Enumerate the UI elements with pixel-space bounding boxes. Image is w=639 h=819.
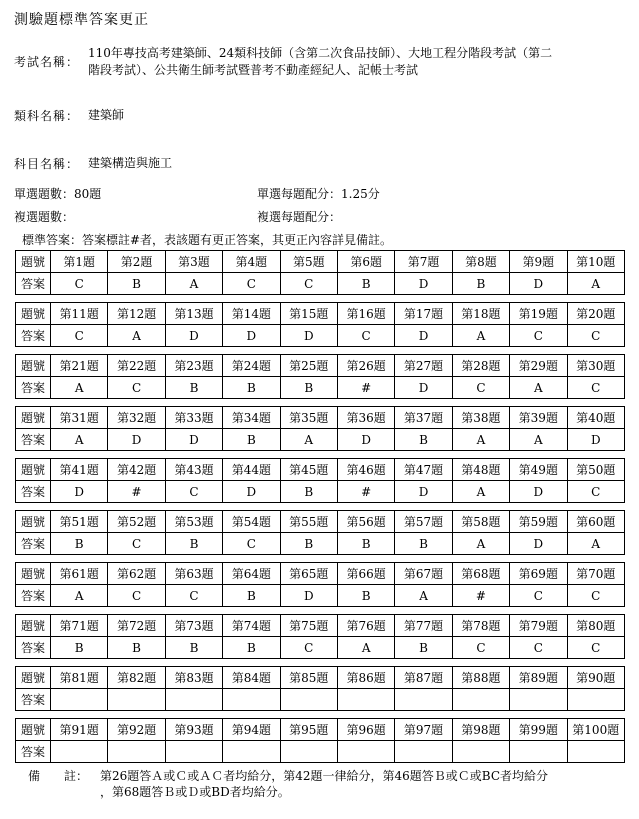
question-number-cell: 第30題 xyxy=(567,355,624,377)
question-number-cell: 第62題 xyxy=(108,563,165,585)
question-number-row xyxy=(16,459,625,481)
question-number-cell: 第10題 xyxy=(567,251,624,273)
answer-cell: A xyxy=(510,429,567,451)
question-number-cell: 第25題 xyxy=(280,355,337,377)
question-number-cell: 第98題 xyxy=(452,719,509,741)
answer-table xyxy=(15,510,625,555)
answer-cell: D xyxy=(51,481,108,503)
question-number-cell: 第7題 xyxy=(395,251,452,273)
answer-cell xyxy=(223,689,280,711)
question-number-cell: 第67題 xyxy=(395,563,452,585)
answer-cell: B xyxy=(223,377,280,399)
answer-cell: A xyxy=(280,429,337,451)
question-number-cell: 第50題 xyxy=(567,459,624,481)
question-row-header: 題號 xyxy=(16,251,51,273)
answer-cell: C xyxy=(51,273,108,295)
answer-cell: C xyxy=(108,377,165,399)
question-number-cell: 第16題 xyxy=(337,303,394,325)
question-number-cell: 第52題 xyxy=(108,511,165,533)
remarks-label: 備 註： xyxy=(28,769,89,783)
answer-cell xyxy=(337,689,394,711)
question-number-cell: 第86題 xyxy=(337,667,394,689)
category-value: 建築師 xyxy=(88,108,125,122)
answer-cell: C xyxy=(165,481,222,503)
answer-row xyxy=(16,273,625,295)
answer-row-header: 答案 xyxy=(16,689,51,711)
multi-score: 複選每題配分： xyxy=(257,210,342,224)
answer-row-header: 答案 xyxy=(16,637,51,659)
answer-row xyxy=(16,481,625,503)
answer-cell xyxy=(165,689,222,711)
question-row-header: 題號 xyxy=(16,407,51,429)
answer-cell: A xyxy=(51,377,108,399)
question-number-cell: 第36題 xyxy=(337,407,394,429)
question-row-header: 題號 xyxy=(16,719,51,741)
answer-cell: B xyxy=(280,533,337,555)
answer-cell: D xyxy=(567,429,624,451)
question-number-cell: 第81題 xyxy=(51,667,108,689)
question-number-cell: 第12題 xyxy=(108,303,165,325)
answer-cell: C xyxy=(452,377,509,399)
question-number-cell: 第80題 xyxy=(567,615,624,637)
answer-cell: D xyxy=(510,533,567,555)
answer-row xyxy=(16,637,625,659)
answer-row xyxy=(16,325,625,347)
question-number-cell: 第43題 xyxy=(165,459,222,481)
question-number-row xyxy=(16,667,625,689)
answer-row xyxy=(16,689,625,711)
answer-cell xyxy=(108,741,165,763)
answer-cell xyxy=(223,741,280,763)
answer-cell: C xyxy=(567,637,624,659)
answer-cell xyxy=(165,741,222,763)
answer-cell: D xyxy=(280,325,337,347)
question-row-header: 題號 xyxy=(16,667,51,689)
question-number-cell: 第26題 xyxy=(337,355,394,377)
answer-cell: C xyxy=(51,325,108,347)
question-number-cell: 第74題 xyxy=(223,615,280,637)
answer-cell: A xyxy=(51,429,108,451)
question-number-cell: 第39題 xyxy=(510,407,567,429)
question-number-row xyxy=(16,719,625,741)
question-number-cell: 第48題 xyxy=(452,459,509,481)
question-number-cell: 第47題 xyxy=(395,459,452,481)
answer-cell: # xyxy=(337,481,394,503)
answer-cell: B xyxy=(280,377,337,399)
question-row-header: 題號 xyxy=(16,303,51,325)
answer-cell: C xyxy=(510,585,567,607)
question-number-cell: 第87題 xyxy=(395,667,452,689)
question-number-cell: 第77題 xyxy=(395,615,452,637)
question-number-cell: 第70題 xyxy=(567,563,624,585)
answer-row-header: 答案 xyxy=(16,325,51,347)
question-number-row xyxy=(16,251,625,273)
answer-cell: D xyxy=(165,429,222,451)
question-number-cell: 第21題 xyxy=(51,355,108,377)
question-number-row xyxy=(16,511,625,533)
answer-cell: B xyxy=(395,533,452,555)
question-row-header: 題號 xyxy=(16,459,51,481)
remarks-text xyxy=(100,768,630,800)
question-number-cell: 第22題 xyxy=(108,355,165,377)
question-number-cell: 第40題 xyxy=(567,407,624,429)
answer-cell: B xyxy=(223,637,280,659)
question-number-cell: 第90題 xyxy=(567,667,624,689)
answer-cell: A xyxy=(452,325,509,347)
answer-cell: # xyxy=(337,377,394,399)
question-number-cell: 第83題 xyxy=(165,667,222,689)
question-number-cell: 第88題 xyxy=(452,667,509,689)
answer-cell: C xyxy=(567,481,624,503)
answer-row xyxy=(16,741,625,763)
question-number-cell: 第19題 xyxy=(510,303,567,325)
question-number-cell: 第85題 xyxy=(280,667,337,689)
question-number-cell: 第24題 xyxy=(223,355,280,377)
answer-row xyxy=(16,429,625,451)
question-number-cell: 第79題 xyxy=(510,615,567,637)
answer-row-header: 答案 xyxy=(16,273,51,295)
question-number-cell: 第2題 xyxy=(108,251,165,273)
answer-cell: B xyxy=(51,533,108,555)
question-number-cell: 第78題 xyxy=(452,615,509,637)
answer-cell: D xyxy=(223,325,280,347)
question-number-cell: 第76題 xyxy=(337,615,394,637)
answer-cell: D xyxy=(280,585,337,607)
category-label: 類科名稱： xyxy=(14,109,80,123)
answer-cell: D xyxy=(337,429,394,451)
question-number-cell: 第13題 xyxy=(165,303,222,325)
answer-cell xyxy=(51,741,108,763)
answer-row-header: 答案 xyxy=(16,429,51,451)
answer-cell xyxy=(510,689,567,711)
answer-table xyxy=(15,562,625,607)
question-number-cell: 第1題 xyxy=(51,251,108,273)
answer-cell: D xyxy=(223,481,280,503)
question-number-cell: 第69題 xyxy=(510,563,567,585)
question-number-cell: 第5題 xyxy=(280,251,337,273)
answer-cell: C xyxy=(567,585,624,607)
remarks-line1: 第26題答Ａ或Ｃ或ＡＣ者均給分，第42題一律給分，第46題答Ｂ或Ｃ或BC者均給分 xyxy=(100,769,549,783)
answer-row xyxy=(16,533,625,555)
question-number-cell: 第14題 xyxy=(223,303,280,325)
question-number-cell: 第72題 xyxy=(108,615,165,637)
exam-label: 考試名稱： xyxy=(14,55,80,69)
question-number-row xyxy=(16,303,625,325)
question-number-cell: 第51題 xyxy=(51,511,108,533)
answer-cell xyxy=(108,689,165,711)
answer-table xyxy=(15,302,625,347)
question-number-cell: 第44題 xyxy=(223,459,280,481)
answer-cell: D xyxy=(395,325,452,347)
answer-cell: C xyxy=(510,637,567,659)
answer-cell: A xyxy=(452,481,509,503)
question-number-cell: 第100題 xyxy=(567,719,624,741)
question-number-cell: 第84題 xyxy=(223,667,280,689)
question-number-cell: 第56題 xyxy=(337,511,394,533)
question-number-cell: 第99題 xyxy=(510,719,567,741)
question-number-cell: 第71題 xyxy=(51,615,108,637)
question-number-cell: 第55題 xyxy=(280,511,337,533)
answer-cell: B xyxy=(108,637,165,659)
answer-table xyxy=(15,354,625,399)
question-number-cell: 第8題 xyxy=(452,251,509,273)
question-number-cell: 第63題 xyxy=(165,563,222,585)
question-number-cell: 第38題 xyxy=(452,407,509,429)
answer-cell: B xyxy=(51,637,108,659)
answer-cell: C xyxy=(337,325,394,347)
question-number-cell: 第58題 xyxy=(452,511,509,533)
answer-row-header: 答案 xyxy=(16,741,51,763)
question-number-row xyxy=(16,407,625,429)
question-number-cell: 第18題 xyxy=(452,303,509,325)
exam-name-line1: 110年專技高考建築師、24類科技師（含第二次食品技師）、大地工程分階段考試（第二 xyxy=(88,46,553,60)
question-number-row xyxy=(16,355,625,377)
question-number-cell: 第95題 xyxy=(280,719,337,741)
question-number-cell: 第15題 xyxy=(280,303,337,325)
answer-table xyxy=(15,718,625,763)
question-number-cell: 第4題 xyxy=(223,251,280,273)
question-number-cell: 第45題 xyxy=(280,459,337,481)
answer-cell: B xyxy=(165,533,222,555)
question-number-cell: 第49題 xyxy=(510,459,567,481)
answer-cell: C xyxy=(280,273,337,295)
answer-cell: D xyxy=(395,273,452,295)
question-number-cell: 第92題 xyxy=(108,719,165,741)
question-number-cell: 第29題 xyxy=(510,355,567,377)
question-number-cell: 第53題 xyxy=(165,511,222,533)
question-number-cell: 第28題 xyxy=(452,355,509,377)
answer-cell: B xyxy=(337,585,394,607)
answer-cell: A xyxy=(165,273,222,295)
answer-cell: D xyxy=(395,377,452,399)
question-number-cell: 第3題 xyxy=(165,251,222,273)
answer-cell: A xyxy=(395,585,452,607)
answer-cell: B xyxy=(165,377,222,399)
question-number-cell: 第73題 xyxy=(165,615,222,637)
question-number-cell: 第11題 xyxy=(51,303,108,325)
question-number-cell: 第91題 xyxy=(51,719,108,741)
answer-cell xyxy=(567,689,624,711)
multi-count: 複選題數： xyxy=(14,210,75,224)
question-number-cell: 第68題 xyxy=(452,563,509,585)
question-number-cell: 第66題 xyxy=(337,563,394,585)
answer-row xyxy=(16,377,625,399)
question-number-cell: 第59題 xyxy=(510,511,567,533)
question-number-cell: 第89題 xyxy=(510,667,567,689)
question-row-header: 題號 xyxy=(16,563,51,585)
question-number-cell: 第97題 xyxy=(395,719,452,741)
question-number-cell: 第64題 xyxy=(223,563,280,585)
remarks-line2: ，第68題答Ｂ或Ｄ或BD者均給分。 xyxy=(100,785,290,799)
answer-table xyxy=(15,250,625,295)
question-number-cell: 第20題 xyxy=(567,303,624,325)
answer-cell: D xyxy=(108,429,165,451)
question-number-cell: 第93題 xyxy=(165,719,222,741)
answer-cell: C xyxy=(223,533,280,555)
answer-row xyxy=(16,585,625,607)
answer-cell: C xyxy=(510,325,567,347)
single-score: 單選每題配分：1.25分 xyxy=(257,187,380,201)
answer-row-header: 答案 xyxy=(16,377,51,399)
answer-table xyxy=(15,666,625,711)
answer-cell: A xyxy=(567,533,624,555)
answer-cell: C xyxy=(452,637,509,659)
subject-label: 科目名稱： xyxy=(14,157,80,171)
answer-cell: D xyxy=(395,481,452,503)
answer-cell: C xyxy=(223,273,280,295)
question-number-cell: 第42題 xyxy=(108,459,165,481)
question-number-cell: 第94題 xyxy=(223,719,280,741)
answer-row-header: 答案 xyxy=(16,585,51,607)
answer-cell: A xyxy=(452,429,509,451)
page-title: 測驗題標準答案更正 xyxy=(14,12,149,28)
answer-cell: B xyxy=(395,429,452,451)
answer-cell: C xyxy=(280,637,337,659)
question-row-header: 題號 xyxy=(16,615,51,637)
answer-cell: C xyxy=(108,533,165,555)
question-number-cell: 第75題 xyxy=(280,615,337,637)
answer-cell: D xyxy=(510,273,567,295)
answer-cell xyxy=(280,741,337,763)
answer-cell xyxy=(395,689,452,711)
answer-cell xyxy=(567,741,624,763)
answer-cell: # xyxy=(452,585,509,607)
subject-value: 建築構造與施工 xyxy=(88,156,173,170)
question-number-cell: 第6題 xyxy=(337,251,394,273)
question-number-cell: 第34題 xyxy=(223,407,280,429)
exam-name xyxy=(88,45,628,79)
question-number-cell: 第33題 xyxy=(165,407,222,429)
question-number-cell: 第32題 xyxy=(108,407,165,429)
answer-cell: B xyxy=(452,273,509,295)
answer-row-header: 答案 xyxy=(16,481,51,503)
question-number-cell: 第37題 xyxy=(395,407,452,429)
standard-answer-note: 標準答案：答案標註#者，表該題有更正答案，其更正內容詳見備註。 xyxy=(22,233,393,247)
answer-cell: B xyxy=(395,637,452,659)
question-number-cell: 第35題 xyxy=(280,407,337,429)
answer-cell: A xyxy=(51,585,108,607)
exam-name-line2: 階段考試）、公共衛生師考試暨普考不動產經紀人、記帳士考試 xyxy=(88,63,419,77)
answer-cell: C xyxy=(165,585,222,607)
answer-cell: C xyxy=(108,585,165,607)
answer-cell: B xyxy=(223,429,280,451)
question-number-cell: 第9題 xyxy=(510,251,567,273)
single-count: 單選題數：80題 xyxy=(14,187,102,201)
answer-table xyxy=(15,458,625,503)
answer-cell: B xyxy=(165,637,222,659)
answer-cell: A xyxy=(510,377,567,399)
answer-table xyxy=(15,614,625,659)
answer-cell: B xyxy=(280,481,337,503)
answer-cell xyxy=(337,741,394,763)
question-number-cell: 第61題 xyxy=(51,563,108,585)
question-number-cell: 第82題 xyxy=(108,667,165,689)
answer-cell xyxy=(51,689,108,711)
answer-cell xyxy=(395,741,452,763)
answer-cell: C xyxy=(567,325,624,347)
question-number-cell: 第96題 xyxy=(337,719,394,741)
question-number-cell: 第57題 xyxy=(395,511,452,533)
question-number-row xyxy=(16,563,625,585)
answer-cell: A xyxy=(337,637,394,659)
answer-cell xyxy=(510,741,567,763)
answer-cell: D xyxy=(510,481,567,503)
answer-cell: B xyxy=(108,273,165,295)
answer-cell xyxy=(280,689,337,711)
answer-cell xyxy=(452,741,509,763)
question-number-cell: 第65題 xyxy=(280,563,337,585)
answer-cell: B xyxy=(337,533,394,555)
question-number-cell: 第60題 xyxy=(567,511,624,533)
question-number-cell: 第41題 xyxy=(51,459,108,481)
answer-cell: # xyxy=(108,481,165,503)
answer-cell: A xyxy=(567,273,624,295)
question-row-header: 題號 xyxy=(16,355,51,377)
question-number-cell: 第54題 xyxy=(223,511,280,533)
question-number-cell: 第27題 xyxy=(395,355,452,377)
answer-cell: B xyxy=(223,585,280,607)
question-number-cell: 第31題 xyxy=(51,407,108,429)
answer-cell: C xyxy=(567,377,624,399)
answer-row-header: 答案 xyxy=(16,533,51,555)
answer-cell: A xyxy=(452,533,509,555)
answer-cell: B xyxy=(337,273,394,295)
question-number-cell: 第46題 xyxy=(337,459,394,481)
answer-table xyxy=(15,406,625,451)
question-row-header: 題號 xyxy=(16,511,51,533)
question-number-cell: 第17題 xyxy=(395,303,452,325)
question-number-cell: 第23題 xyxy=(165,355,222,377)
answer-cell: A xyxy=(108,325,165,347)
question-number-row xyxy=(16,615,625,637)
answer-cell xyxy=(452,689,509,711)
answer-cell: D xyxy=(165,325,222,347)
